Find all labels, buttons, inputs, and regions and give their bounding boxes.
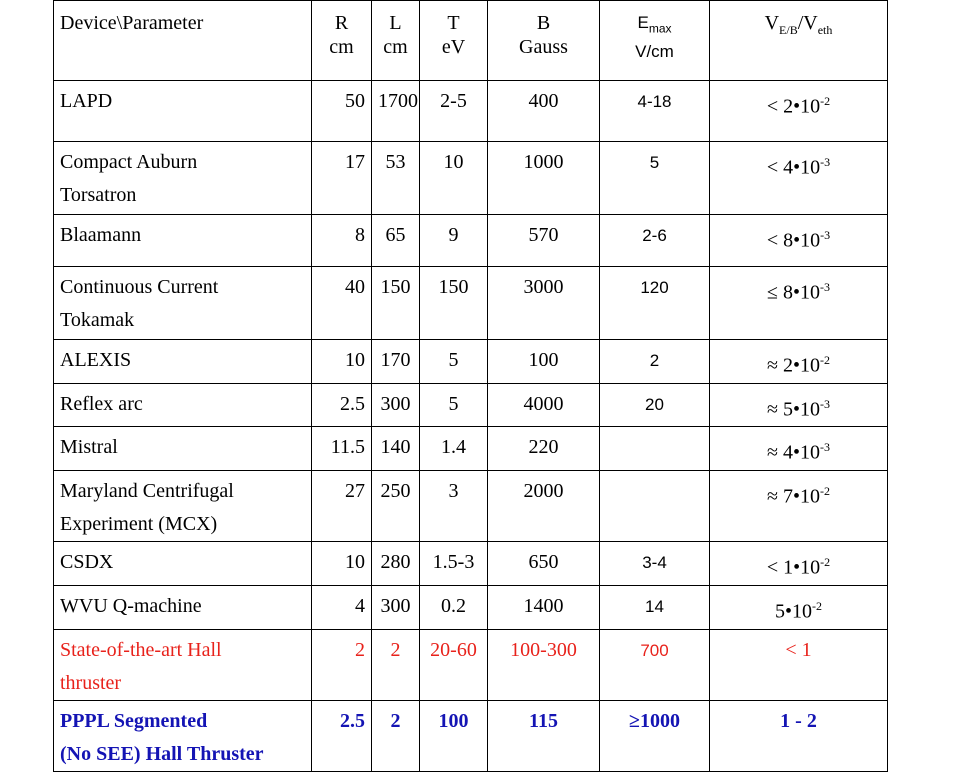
value-cell-e: 5	[600, 142, 710, 215]
value-cell-t: 10	[420, 142, 488, 215]
value-cell-v	[710, 383, 888, 427]
device-name-line: Continuous Current	[60, 276, 219, 298]
value-cell-b: 1400	[488, 585, 600, 629]
value-cell-b: 400	[488, 81, 600, 142]
table-row	[54, 427, 888, 471]
value-cell-v	[710, 340, 888, 384]
value-cell-l: 53	[372, 142, 420, 215]
value-cell-l: 250	[372, 470, 420, 541]
device-name-cell	[54, 81, 312, 142]
value-cell-t: 150	[420, 267, 488, 340]
header-v: $V_{E/B}/V_{eth}$	[710, 1, 888, 81]
value-cell-b: 100	[488, 340, 600, 384]
device-name-cell	[54, 340, 312, 384]
device-name-line: Mistral	[60, 436, 118, 459]
table-row	[54, 81, 888, 142]
value-cell-r: 17	[312, 142, 372, 215]
table-row	[54, 585, 888, 629]
table-row	[54, 215, 888, 267]
value-cell-v	[710, 142, 888, 215]
ratio-mantissa: < 1•10	[766, 556, 821, 579]
table-row	[54, 629, 888, 700]
value-cell-e: 120	[600, 267, 710, 340]
value-cell-b: 1000	[488, 142, 600, 215]
device-name-cell	[54, 629, 312, 700]
device-name-line: WVU Q-machine	[60, 594, 202, 617]
header-l: L cm	[372, 1, 420, 81]
value-cell-l: 170	[372, 340, 420, 384]
device-name-cell	[54, 267, 312, 340]
value-cell-r: 10	[312, 541, 372, 585]
table-row	[54, 541, 888, 585]
device-name-line: Blaamann	[60, 224, 142, 246]
header-e: $E_{max}$ V/cm	[600, 1, 710, 81]
ratio-exponent: -2	[819, 353, 830, 367]
ratio-exponent: -2	[819, 483, 830, 498]
value-cell-b: 570	[488, 215, 600, 267]
ratio-exponent: -3	[820, 228, 831, 242]
value-cell-b: 100-300	[488, 629, 600, 700]
device-name-line: Compact Auburn	[60, 151, 198, 173]
value-cell-r: 11.5	[312, 427, 372, 471]
device-name-line: PPPL Segmented	[60, 709, 208, 732]
ratio-exponent: -3	[819, 396, 830, 411]
device-name-cell	[54, 427, 312, 471]
ratio-mantissa: ≈ 5•10	[767, 398, 820, 421]
value-cell-r: 40	[312, 267, 372, 340]
ratio-mantissa: ≈ 2•10	[767, 354, 820, 377]
device-name-line: Reflex arc	[60, 392, 143, 415]
value-cell-l: 280	[372, 541, 420, 585]
value-cell-v	[710, 700, 888, 771]
header-row	[54, 1, 888, 81]
value-cell-e: 20	[600, 383, 710, 427]
ratio-mantissa: < 1	[785, 638, 812, 661]
device-name-line: thruster	[60, 671, 122, 694]
ratio-mantissa: ≈ 7•10	[767, 485, 820, 508]
value-cell-l: 2	[372, 700, 420, 771]
device-name-line: State-of-the-art Hall	[60, 638, 222, 661]
device-name-line: LAPD	[60, 90, 113, 112]
value-cell-e: ≥1000	[600, 700, 710, 771]
value-cell-e: 4-18	[600, 81, 710, 142]
device-name-line: Torsatron	[60, 184, 137, 206]
ratio-mantissa: < 4•10	[766, 156, 821, 179]
device-name-line: Experiment (MCX)	[60, 512, 218, 535]
value-cell-e: 2	[600, 340, 710, 384]
value-cell-l: 300	[372, 383, 420, 427]
value-cell-l: 65	[372, 215, 420, 267]
value-cell-e: 3-4	[600, 541, 710, 585]
ratio-exponent: -2	[820, 554, 831, 569]
value-cell-e: 2-6	[600, 215, 710, 267]
ratio-mantissa: < 8•10	[766, 229, 821, 252]
header-device: Device\Parameter	[54, 1, 312, 81]
ratio-exponent: -3	[820, 155, 831, 169]
ratio-exponent: -2	[820, 94, 831, 108]
value-cell-b: 220	[488, 427, 600, 471]
value-cell-e: 700	[600, 629, 710, 700]
value-cell-t: 0.2	[420, 585, 488, 629]
device-name-cell	[54, 585, 312, 629]
header-r: R cm	[312, 1, 372, 81]
value-cell-t: 3	[420, 470, 488, 541]
ratio-mantissa: ≈ 4•10	[767, 441, 820, 464]
value-cell-r: 8	[312, 215, 372, 267]
value-cell-v	[710, 470, 888, 541]
value-cell-r: 27	[312, 470, 372, 541]
value-cell-l: 1700	[372, 81, 420, 142]
table-row	[54, 340, 888, 384]
ratio-mantissa: < 2•10	[766, 95, 821, 118]
device-name-cell	[54, 470, 312, 541]
value-cell-e	[600, 427, 710, 471]
device-name-line: Tokamak	[60, 309, 135, 331]
value-cell-t: 1.4	[420, 427, 488, 471]
value-cell-r: 2	[312, 629, 372, 700]
device-name-cell	[54, 215, 312, 267]
table-row	[54, 267, 888, 340]
value-cell-t: 100	[420, 700, 488, 771]
ratio-mantissa: ≤ 8•10	[767, 281, 820, 304]
value-cell-l: 300	[372, 585, 420, 629]
ratio-exponent: -3	[819, 280, 830, 294]
parameter-table	[53, 0, 888, 772]
value-cell-r: 2.5	[312, 700, 372, 771]
table-row	[54, 470, 888, 541]
value-cell-l: 2	[372, 629, 420, 700]
device-name-line: Maryland Centrifugal	[60, 479, 234, 502]
value-cell-r: 4	[312, 585, 372, 629]
device-name-line: CSDX	[60, 550, 114, 573]
ratio-exponent: -2	[812, 598, 822, 613]
value-cell-v	[710, 81, 888, 142]
value-cell-t: 5	[420, 383, 488, 427]
ratio-mantissa: 5•10	[774, 600, 812, 623]
value-cell-t: 9	[420, 215, 488, 267]
value-cell-e	[600, 470, 710, 541]
table-row	[54, 383, 888, 427]
ratio-mantissa: 1 - 2	[780, 709, 817, 732]
header-b: B Gauss	[488, 1, 600, 81]
value-cell-v	[710, 629, 888, 700]
device-name-cell	[54, 541, 312, 585]
value-cell-v	[710, 215, 888, 267]
value-cell-r: 2.5	[312, 383, 372, 427]
device-name-line: (No SEE) Hall Thruster	[60, 742, 264, 765]
table-row	[54, 142, 888, 215]
device-name-cell	[54, 142, 312, 215]
device-name-line: ALEXIS	[60, 349, 132, 371]
value-cell-b: 115	[488, 700, 600, 771]
value-cell-v	[710, 427, 888, 471]
value-cell-t: 2-5	[420, 81, 488, 142]
value-cell-v	[710, 541, 888, 585]
ratio-exponent: -3	[819, 440, 830, 455]
value-cell-t: 1.5-3	[420, 541, 488, 585]
value-cell-r: 10	[312, 340, 372, 384]
table-row	[54, 700, 888, 771]
value-cell-t: 20-60	[420, 629, 488, 700]
value-cell-b: 650	[488, 541, 600, 585]
device-name-cell	[54, 700, 312, 771]
value-cell-r: 50	[312, 81, 372, 142]
value-cell-b: 4000	[488, 383, 600, 427]
value-cell-b: 3000	[488, 267, 600, 340]
value-cell-t: 5	[420, 340, 488, 384]
value-cell-v	[710, 585, 888, 629]
value-cell-e: 14	[600, 585, 710, 629]
value-cell-v	[710, 267, 888, 340]
header-t: T eV	[420, 1, 488, 81]
device-name-cell	[54, 383, 312, 427]
value-cell-l: 150	[372, 267, 420, 340]
value-cell-l: 140	[372, 427, 420, 471]
value-cell-b: 2000	[488, 470, 600, 541]
